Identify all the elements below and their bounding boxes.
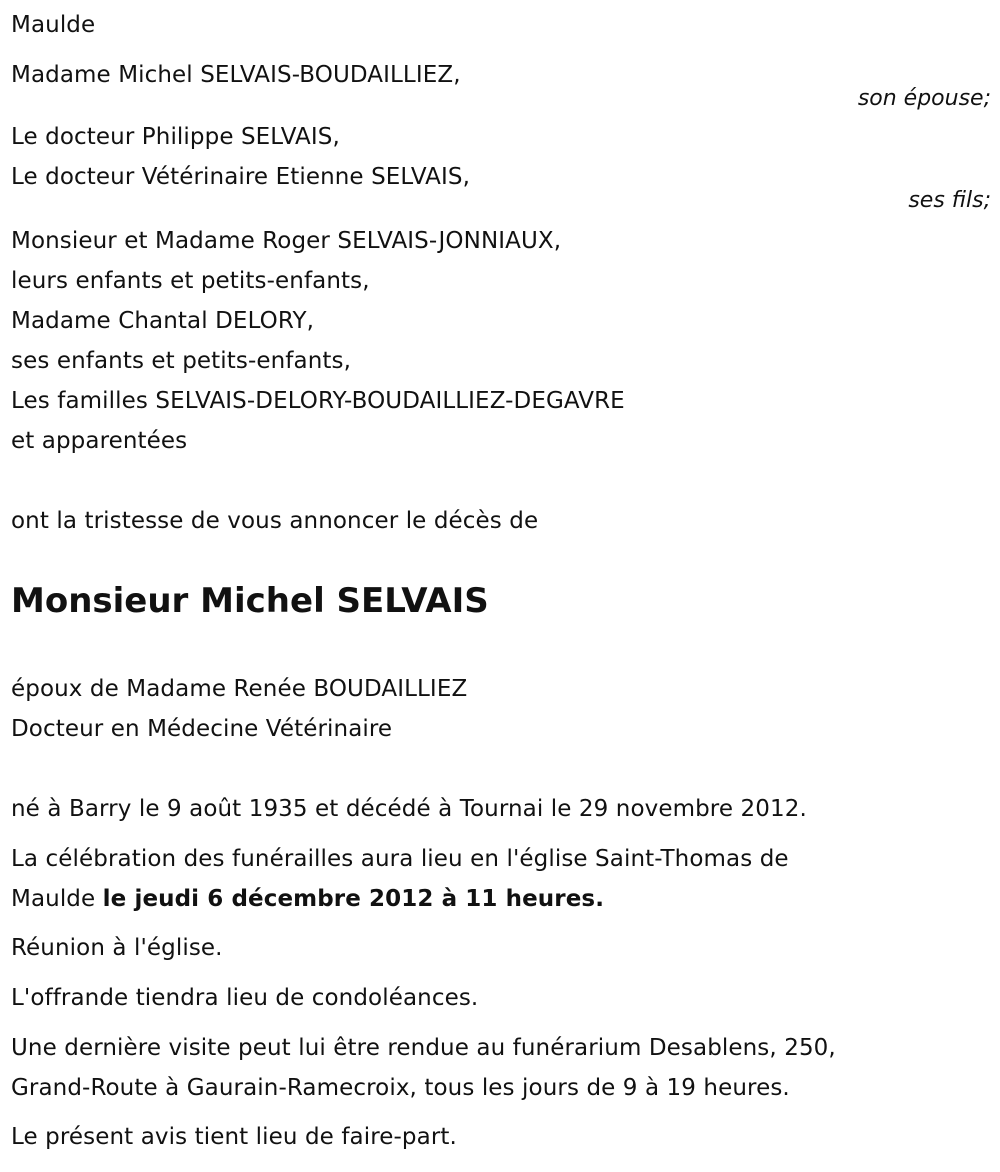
location: Maulde xyxy=(11,12,96,38)
announcement: ont la tristesse de vous annoncer le décès de xyxy=(11,508,539,534)
sons-role: ses fils; xyxy=(908,188,991,213)
family-line: Madame Chantal DELORY, xyxy=(11,308,315,334)
detail-line: époux de Madame Renée BOUDAILLIEZ xyxy=(11,676,468,702)
visit-line: Grand-Route à Gaurain-Ramecroix, tous les jours de 9 à 19 heures. xyxy=(11,1075,790,1101)
meeting: Réunion à l'église. xyxy=(11,935,223,961)
family-line: leurs enfants et petits-enfants, xyxy=(11,268,370,294)
family-line: ses enfants et petits-enfants, xyxy=(11,348,351,374)
son-name: Le docteur Philippe SELVAIS, xyxy=(11,124,340,150)
birth-death: né à Barry le 9 août 1935 et décédé à Tournai le 29 novembre 2012. xyxy=(11,796,807,822)
funeral-line-1: La célébration des funérailles aura lieu en l'église Saint-Thomas de xyxy=(11,846,789,872)
deceased-name: Monsieur Michel SELVAIS xyxy=(11,581,489,621)
family-line: et apparentées xyxy=(11,428,188,454)
spouse-role: son épouse; xyxy=(857,86,991,111)
detail-line: Docteur en Médecine Vétérinaire xyxy=(11,716,393,742)
spouse-name: Madame Michel SELVAIS-BOUDAILLIEZ, xyxy=(11,62,461,88)
offering: L'offrande tiendra lieu de condoléances. xyxy=(11,985,479,1011)
family-line: Monsieur et Madame Roger SELVAIS-JONNIAUX, xyxy=(11,228,562,254)
funeral-place: Maulde xyxy=(11,886,103,912)
son-name: Le docteur Vétérinaire Etienne SELVAIS, xyxy=(11,164,471,190)
visit-line: Une dernière visite peut lui être rendue au funérarium Desablens, 250, xyxy=(11,1035,836,1061)
funeral-line-2 xyxy=(11,884,604,914)
notice: Le présent avis tient lieu de faire-part. xyxy=(11,1124,457,1150)
family-line: Les familles SELVAIS-DELORY-BOUDAILLIEZ-DEGAVRE xyxy=(11,388,625,414)
funeral-date: le jeudi 6 décembre 2012 à 11 heures. xyxy=(102,886,605,912)
